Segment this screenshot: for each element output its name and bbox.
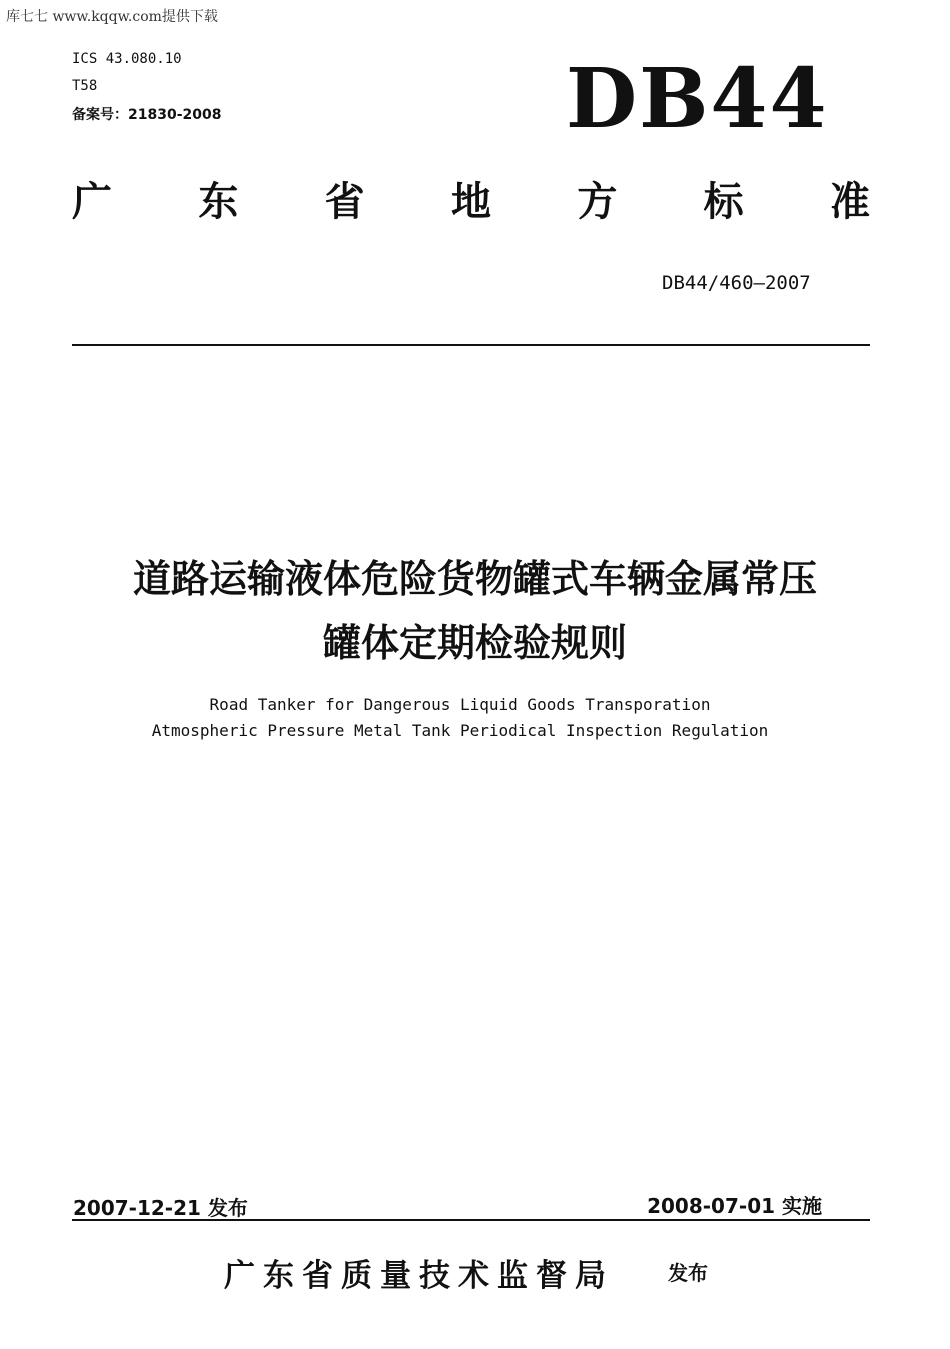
chinese-title-line-1: 道路运输液体危险货物罐式车辆金属常压 bbox=[132, 557, 817, 601]
effective-date: 2008-07-01 实施 bbox=[647, 1194, 822, 1218]
standard-type-char: 标 bbox=[703, 179, 744, 225]
standard-type-char: 省 bbox=[324, 179, 365, 225]
standard-number: DB44/460—2007 bbox=[662, 272, 811, 294]
chinese-title-line-2: 罐体定期检验规则 bbox=[322, 621, 627, 665]
standard-type-char: 东 bbox=[198, 179, 239, 225]
english-title-line-2: Atmospheric Pressure Metal Tank Periodical Inspection Regulation bbox=[151, 721, 769, 740]
filing-number: 备案号：21830-2008 bbox=[72, 107, 222, 123]
standard-type-char: 方 bbox=[577, 179, 618, 225]
top-divider bbox=[72, 344, 870, 346]
publisher-suffix: 发布 bbox=[668, 1261, 708, 1285]
ics-code: ICS 43.080.10 bbox=[72, 51, 182, 67]
publisher-name: 广东省质量技术监督局 bbox=[224, 1258, 614, 1294]
standard-type-char: 地 bbox=[450, 179, 491, 225]
watermark-text: 库七七 www.kqqw.com提供下载 bbox=[6, 9, 218, 25]
classification-code: T58 bbox=[72, 78, 98, 94]
standard-type-char: 准 bbox=[829, 179, 870, 225]
issue-date: 2007-12-21 发布 bbox=[73, 1196, 248, 1220]
standard-code-logo: DB44 bbox=[566, 51, 829, 147]
standard-type-char: 广 bbox=[72, 179, 112, 225]
english-title-line-1: Road Tanker for Dangerous Liquid Goods Transporation bbox=[209, 695, 711, 714]
bottom-divider bbox=[72, 1219, 870, 1221]
standard-type-title bbox=[72, 179, 870, 225]
